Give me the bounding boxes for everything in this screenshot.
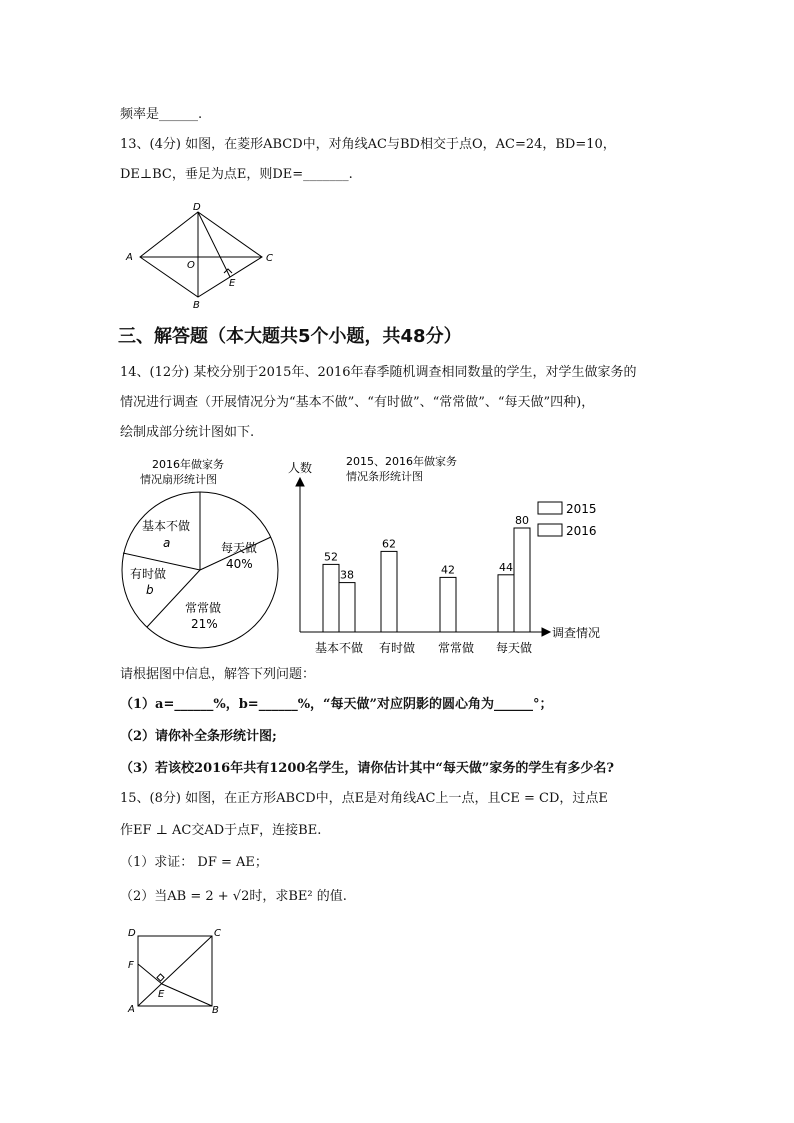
sq-label-b: B xyxy=(212,1005,219,1016)
label-c: C xyxy=(266,253,273,264)
bar-label-2016-3: 80 xyxy=(515,514,529,527)
bar-2015-3 xyxy=(498,575,514,632)
bar-label-2015-3: 44 xyxy=(499,560,513,574)
category-label-3: 每天做 xyxy=(495,641,533,655)
question-14-part-1: （1）a=______%，b=______%，“每天做”对应阴影的圆心角为______°； xyxy=(120,697,553,712)
legend-swatch-2016 xyxy=(538,524,562,536)
slice-label-daily: 每天做 xyxy=(221,541,258,555)
category-label-1: 有时做 xyxy=(378,641,416,655)
question-15-line-2: 作EF ⊥ AC交AD于点F，连接BE. xyxy=(120,823,322,838)
sq-label-e: E xyxy=(158,989,165,1000)
section-heading: 三、解答题（本大题共5个小题，共48分） xyxy=(118,326,462,347)
sq-label-f: F xyxy=(128,960,134,971)
line-frequency: 频率是______. xyxy=(120,107,203,122)
bar-2015-1 xyxy=(381,551,397,632)
question-14-line-3: 绘制成部分统计图如下. xyxy=(120,425,255,440)
label-a: A xyxy=(126,252,133,263)
pie-chart xyxy=(118,452,288,652)
legend-swatch-2015 xyxy=(538,502,562,514)
question-14-line-2: 情况进行调查（开展情况分为“基本不做”、“有时做”、“常常做”、“每天做”四种)， xyxy=(120,395,595,410)
question-15-line-1: 15、(8分) 如图，在正方形ABCD中，点E是对角线AC上一点，且CE = CD，过点E xyxy=(120,791,608,806)
question-15-part-2: （2）当AB = 2 + √2时，求BE² 的值. xyxy=(120,889,347,904)
x-axis-arrow xyxy=(542,628,550,636)
slice-label-often: 常常做 xyxy=(185,601,222,615)
bar-label-2015-0: 52 xyxy=(324,550,338,564)
bar-label-2015-1: 62 xyxy=(382,537,396,551)
bar-title-2: 情况条形统计图 xyxy=(346,470,423,483)
question-14-line-1: 14、(12分) 某校分别于2015年、2016年春季随机调查相同数量的学生，对学生做家务的 xyxy=(120,365,637,380)
rhombus-figure xyxy=(120,200,280,310)
slice-value-often: 21% xyxy=(191,617,218,631)
label-d: D xyxy=(193,202,201,213)
legend-label-2016: 2016 xyxy=(566,524,597,538)
bar-2015-2 xyxy=(440,577,456,632)
y-axis-arrow xyxy=(296,478,304,486)
sq-label-a: A xyxy=(128,1004,135,1015)
bar-2016-0 xyxy=(339,583,355,632)
bar-chart xyxy=(280,452,620,662)
sq-label-c: C xyxy=(214,928,221,939)
question-13-line-1: 13、(4分) 如图，在菱形ABCD中，对角线AC与BD相交于点O，AC=24，BD=10， xyxy=(120,137,616,152)
slice-label-basic: 基本不做 xyxy=(142,519,191,533)
pie-title-1: 2016年做家务 xyxy=(152,458,224,471)
label-o: O xyxy=(187,260,195,271)
question-14-part-3: （3）若该校2016年共有1200名学生，请你估计其中“每天做”家务的学生有多少名? xyxy=(120,761,614,776)
bar-label-2015-2: 42 xyxy=(441,563,455,577)
bar-2015-0 xyxy=(323,564,339,632)
slice-label-sometimes: 有时做 xyxy=(130,567,167,581)
slice-value-b: b xyxy=(146,583,154,597)
label-b: B xyxy=(193,300,200,310)
x-axis-label: 调查情况 xyxy=(552,626,601,640)
slice-value-daily: 40% xyxy=(226,557,253,571)
question-13-line-2: DE⊥BC，垂足为点E，则DE=_______. xyxy=(120,167,353,182)
legend xyxy=(538,502,597,538)
bar-2016-3 xyxy=(514,528,530,632)
legend-label-2015: 2015 xyxy=(566,502,597,516)
label-e: E xyxy=(229,278,236,289)
pie-title-2: 情况扇形统计图 xyxy=(140,473,217,486)
square-figure xyxy=(122,924,232,1018)
question-14-part-2: （2）请你补全条形统计图; xyxy=(120,729,277,744)
question-14-instruction: 请根据图中信息，解答下列问题： xyxy=(120,667,316,682)
question-15-part-1: （1）求证： DF = AE； xyxy=(120,855,268,870)
bar-label-2016-0: 38 xyxy=(340,568,354,582)
slice-value-a: a xyxy=(163,536,171,550)
category-label-0: 基本不做 xyxy=(314,641,364,655)
bar-title-1: 2015、2016年做家务 xyxy=(346,455,457,468)
category-label-2: 常常做 xyxy=(437,641,475,655)
y-axis-label: 人数 xyxy=(288,461,313,475)
sq-label-d: D xyxy=(128,928,136,939)
